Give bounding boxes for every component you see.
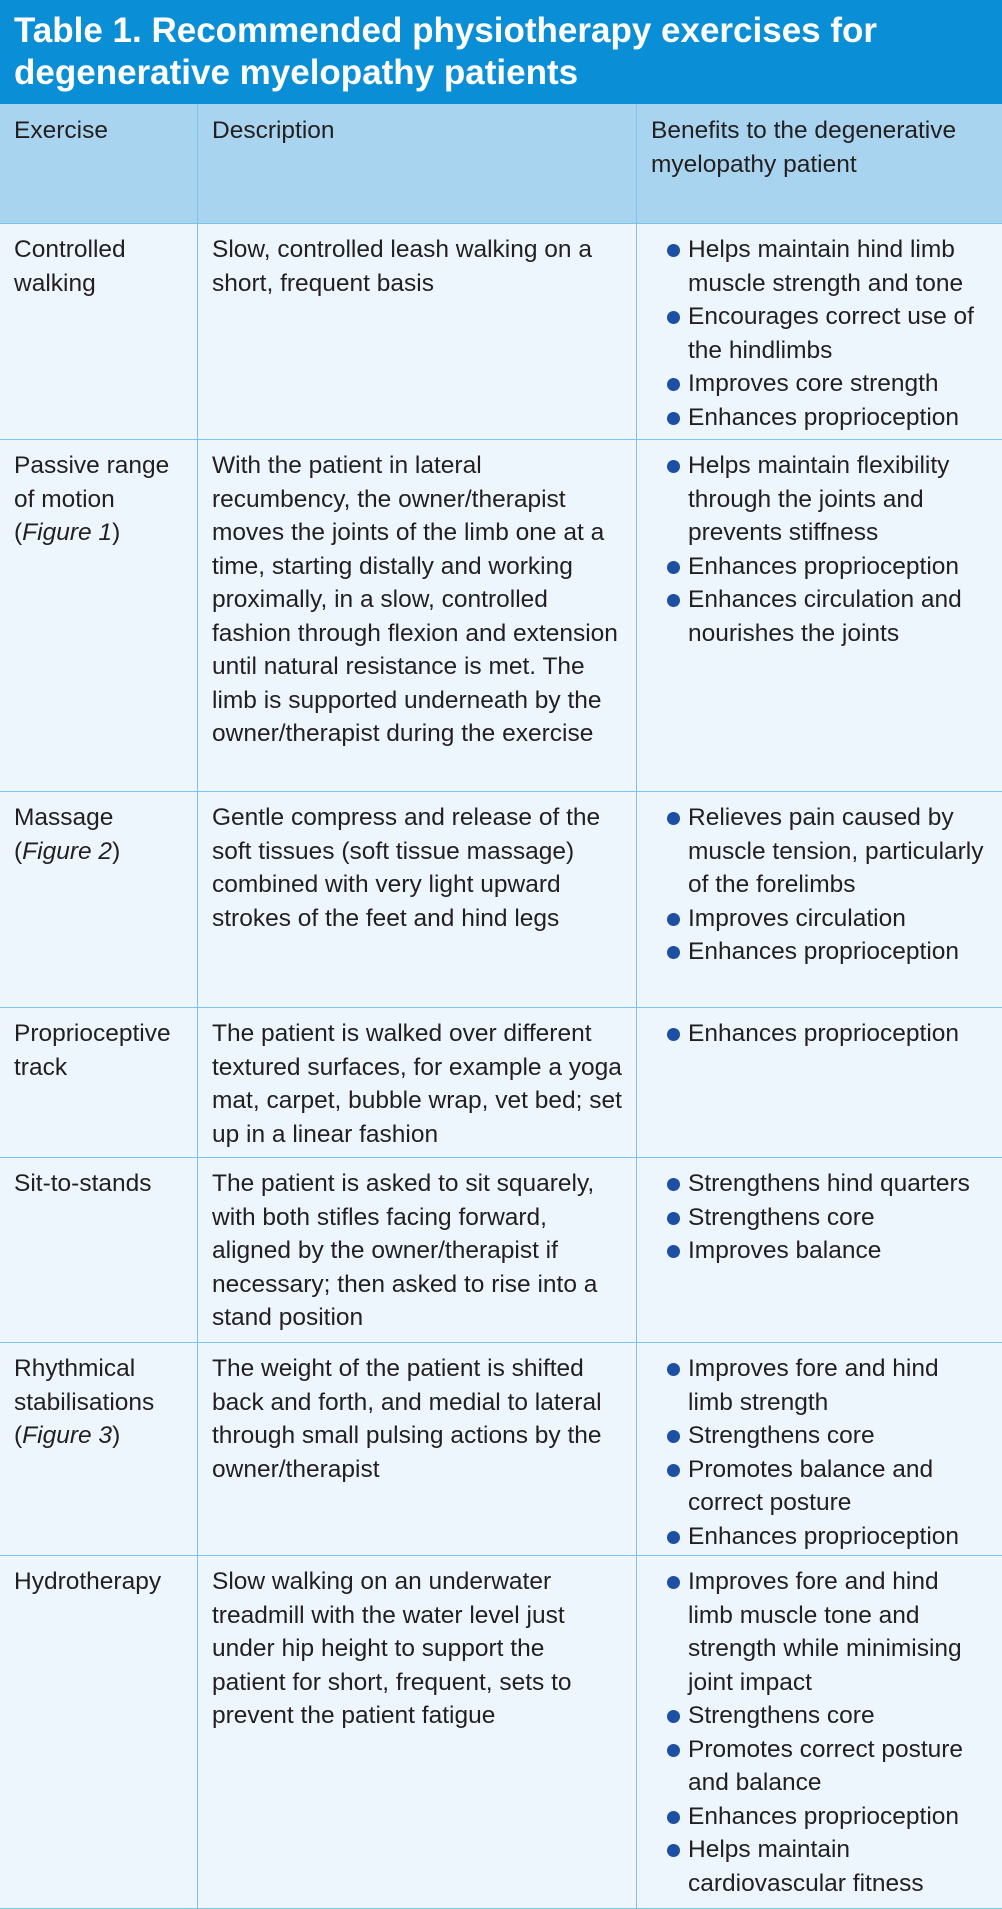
description-cell: The weight of the patient is shifted back and forth, and medial to lateral through small pulsing actions by the owner/therapist <box>197 1343 636 1555</box>
benefit-text: Improves balance <box>688 1237 882 1264</box>
bullet-icon <box>667 561 680 574</box>
benefits-cell <box>636 1158 1002 1342</box>
description-cell: Slow walking on an underwater treadmill with the water level just under hip height to support the patient for short, frequent, sets to prevent the patient fatigue <box>197 1556 636 1908</box>
description-cell: With the patient in lateral recumbency, the owner/therapist moves the joints of the limb one at a time, starting distally and working proximally, in a slow, controlled fashion through flexion and extension until natural resistance is met. The limb is supported underneath by the owner/therapist during the exercise <box>197 440 636 791</box>
benefit-text: Strengthens core <box>688 1203 875 1231</box>
benefit-text: Enhances proprioception <box>688 403 960 431</box>
description-cell: The patient is walked over different textured surfaces, for example a yoga mat, carpet, bubble wrap, vet bed; set up in a linear fashion <box>197 1008 636 1157</box>
benefit-text: Enhances proprioception <box>688 1522 960 1550</box>
description-cell: Slow, controlled leash walking on a short, frequent basis <box>197 224 636 439</box>
benefit-item <box>651 367 988 401</box>
benefit-item <box>651 583 988 650</box>
benefit-text: Enhances proprioception <box>688 552 960 580</box>
benefits-cell <box>636 224 1002 439</box>
exercise-name: Sit-to-stands <box>14 1170 152 1197</box>
benefit-item <box>651 1733 988 1800</box>
header-description: Description <box>197 104 636 223</box>
benefit-text: Improves fore and hind limb strength <box>688 1355 939 1416</box>
benefit-text: Improves fore and hind limb muscle tone and strength while minimising joint impact <box>688 1568 962 1696</box>
benefits-list <box>651 233 988 434</box>
exercise-name: Controlled walking <box>14 236 126 297</box>
bullet-icon <box>667 594 680 607</box>
benefit-text: Promotes balance and correct posture <box>688 1455 934 1516</box>
benefit-item <box>651 902 988 936</box>
header-exercise: Exercise <box>14 117 108 144</box>
description-cell: Gentle compress and release of the soft tissues (soft tissue massage) combined with very light upward strokes of the feet and hind legs <box>197 792 636 1007</box>
benefit-text: Strengthens hind quarters <box>688 1170 970 1197</box>
benefit-text: Enhances proprioception <box>688 1802 960 1830</box>
bullet-icon <box>667 913 680 926</box>
benefit-text: Relieves pain caused by muscle tension, particularly of the forelimbs <box>688 804 984 898</box>
bullet-icon <box>667 1430 680 1443</box>
benefits-cell <box>636 1343 1002 1555</box>
bullet-icon <box>667 1028 680 1041</box>
bullet-icon <box>667 412 680 425</box>
bullet-icon <box>667 1212 680 1225</box>
table-row <box>0 224 1002 440</box>
table-grid <box>0 104 1002 1909</box>
benefits-list <box>651 801 988 969</box>
bullet-icon <box>667 1576 680 1589</box>
benefit-item <box>651 1699 988 1733</box>
benefits-list <box>651 1017 988 1051</box>
benefits-cell <box>636 792 1002 1007</box>
benefit-text: Helps maintain hind limb muscle strength and tone <box>688 236 964 297</box>
benefit-text: Enhances circulation and nourishes the joints <box>688 586 962 647</box>
benefits-list <box>651 449 988 650</box>
exercise-name: Proprioceptive track <box>14 1020 171 1081</box>
benefit-text: Helps maintain cardiovascular fitness <box>688 1836 924 1897</box>
benefit-text: Improves core strength <box>688 370 939 397</box>
exercise-cell: Passive range of motion (Figure 1) <box>14 452 170 546</box>
benefit-item <box>651 1565 988 1699</box>
table-row <box>0 1556 1002 1909</box>
bullet-icon <box>667 1178 680 1191</box>
benefit-text: Strengthens core <box>688 1702 875 1729</box>
benefit-item <box>651 401 988 435</box>
benefit-item <box>651 1520 988 1554</box>
figure-reference: Figure 1 <box>22 519 113 546</box>
bullet-icon <box>667 946 680 959</box>
exercise-cell <box>0 1008 197 1157</box>
benefit-item <box>651 1453 988 1520</box>
bullet-icon <box>667 378 680 391</box>
exercise-name: Hydrotherapy <box>14 1568 162 1595</box>
table-row <box>0 792 1002 1008</box>
benefits-cell <box>636 1556 1002 1908</box>
benefit-item <box>651 1833 988 1900</box>
exercise-cell <box>0 224 197 439</box>
benefit-text: Helps maintain flexibility through the joints and prevents stiffness <box>688 452 950 546</box>
benefits-cell <box>636 440 1002 791</box>
benefit-item <box>651 1800 988 1834</box>
exercise-name: Massage <box>14 804 114 831</box>
benefits-list <box>651 1352 988 1553</box>
benefit-item <box>651 1419 988 1453</box>
benefit-item <box>651 801 988 902</box>
benefit-item <box>651 1167 988 1201</box>
benefit-item <box>651 1352 988 1419</box>
benefit-item <box>651 1234 988 1268</box>
benefit-item <box>651 300 988 367</box>
benefit-text: Promotes correct posture and balance <box>688 1735 964 1796</box>
table-header-row <box>0 104 1002 224</box>
benefit-item <box>651 233 988 300</box>
benefit-item <box>651 550 988 584</box>
benefits-cell <box>636 1008 1002 1157</box>
bullet-icon <box>667 460 680 473</box>
benefits-list <box>651 1565 988 1900</box>
benefit-text: Enhances proprioception <box>688 1020 960 1047</box>
bullet-icon <box>667 1710 680 1723</box>
bullet-icon <box>667 1363 680 1376</box>
table-title: Table 1. Recommended physiotherapy exercises for degenerative myelopathy patients <box>0 0 1002 104</box>
header-benefits: Benefits to the degenerative myelopathy patient <box>636 104 1002 223</box>
bullet-icon <box>667 1744 680 1757</box>
bullet-icon <box>667 1811 680 1824</box>
table-row <box>0 1158 1002 1343</box>
exercise-cell: Massage (Figure 2) <box>14 804 121 865</box>
exercise-name: Passive range of motion <box>14 452 170 513</box>
benefit-text: Strengthens core <box>688 1422 875 1449</box>
bullet-icon <box>667 244 680 257</box>
description-cell: The patient is asked to sit squarely, with both stifles facing forward, aligned by the owner/therapist if necessary; then asked to rise into a stand position <box>197 1158 636 1342</box>
benefit-text: Improves circulation <box>688 904 906 932</box>
bullet-icon <box>667 1531 680 1544</box>
bullet-icon <box>667 812 680 825</box>
bullet-icon <box>667 311 680 324</box>
bullet-icon <box>667 1464 680 1477</box>
exercise-cell <box>0 1556 197 1908</box>
exercise-cell: Rhythmical stabilisations (Figure 3) <box>14 1355 155 1449</box>
figure-reference: Figure 3 <box>22 1422 113 1449</box>
benefit-text: Enhances proprioception <box>688 938 960 965</box>
figure-reference: Figure 2 <box>22 837 113 865</box>
table-row <box>0 1008 1002 1158</box>
bullet-icon <box>667 1844 680 1857</box>
benefit-item <box>651 449 988 550</box>
benefit-item <box>651 1201 988 1235</box>
benefit-text: Encourages correct use of the hindlimbs <box>688 303 974 364</box>
table-row <box>0 440 1002 792</box>
exercise-cell <box>0 1158 197 1342</box>
benefit-item <box>651 935 988 969</box>
benefit-item <box>651 1017 988 1051</box>
exercise-name: Rhythmical stabilisations <box>14 1355 155 1416</box>
benefits-list <box>651 1167 988 1268</box>
table-row <box>0 1343 1002 1556</box>
bullet-icon <box>667 1245 680 1258</box>
